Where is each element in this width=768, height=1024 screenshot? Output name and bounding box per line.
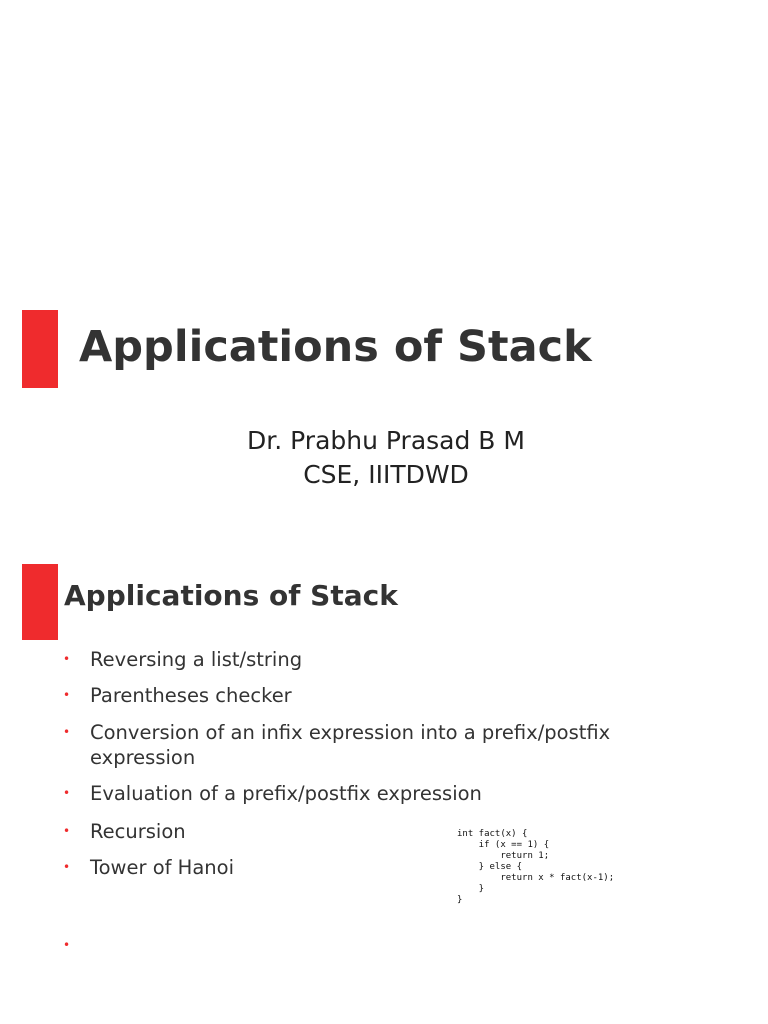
bullet-text: Tower of Hanoi [90,856,235,879]
bullet-marker: • [63,688,71,702]
bullet-text: Reversing a list/string [90,648,303,671]
bullet-item [63,781,650,806]
author-name: Dr. Prabhu Prasad B M [247,426,525,455]
author-block [0,424,768,492]
bullet-marker: • [63,725,71,739]
bullet-marker: • [63,786,71,800]
bullet-text: Recursion [90,820,186,843]
title-accent-bar [22,310,58,388]
bullet-text: Conversion of an infix expression into a prefix/postfix expression [90,721,611,769]
bullet-marker: • [63,824,71,838]
bullet-text: Parentheses checker [90,684,292,707]
bullet-marker: • [63,938,71,952]
bullet-marker: • [63,860,71,874]
code-snippet: int fact(x) { if (x == 1) { return 1; } else { return x * fact(x-1); } } [457,829,615,905]
bullet-text: Evaluation of a prefix/postfix expression [90,782,482,805]
section-accent-bar [22,564,58,640]
bullet-item [63,647,650,672]
slide-title: Applications of Stack [79,322,592,372]
author-affiliation: CSE, IIITDWD [303,460,469,489]
bullet-marker: • [63,652,71,666]
section-title: Applications of Stack [64,579,398,612]
bullet-item [63,720,650,770]
bullet-item [63,683,650,708]
